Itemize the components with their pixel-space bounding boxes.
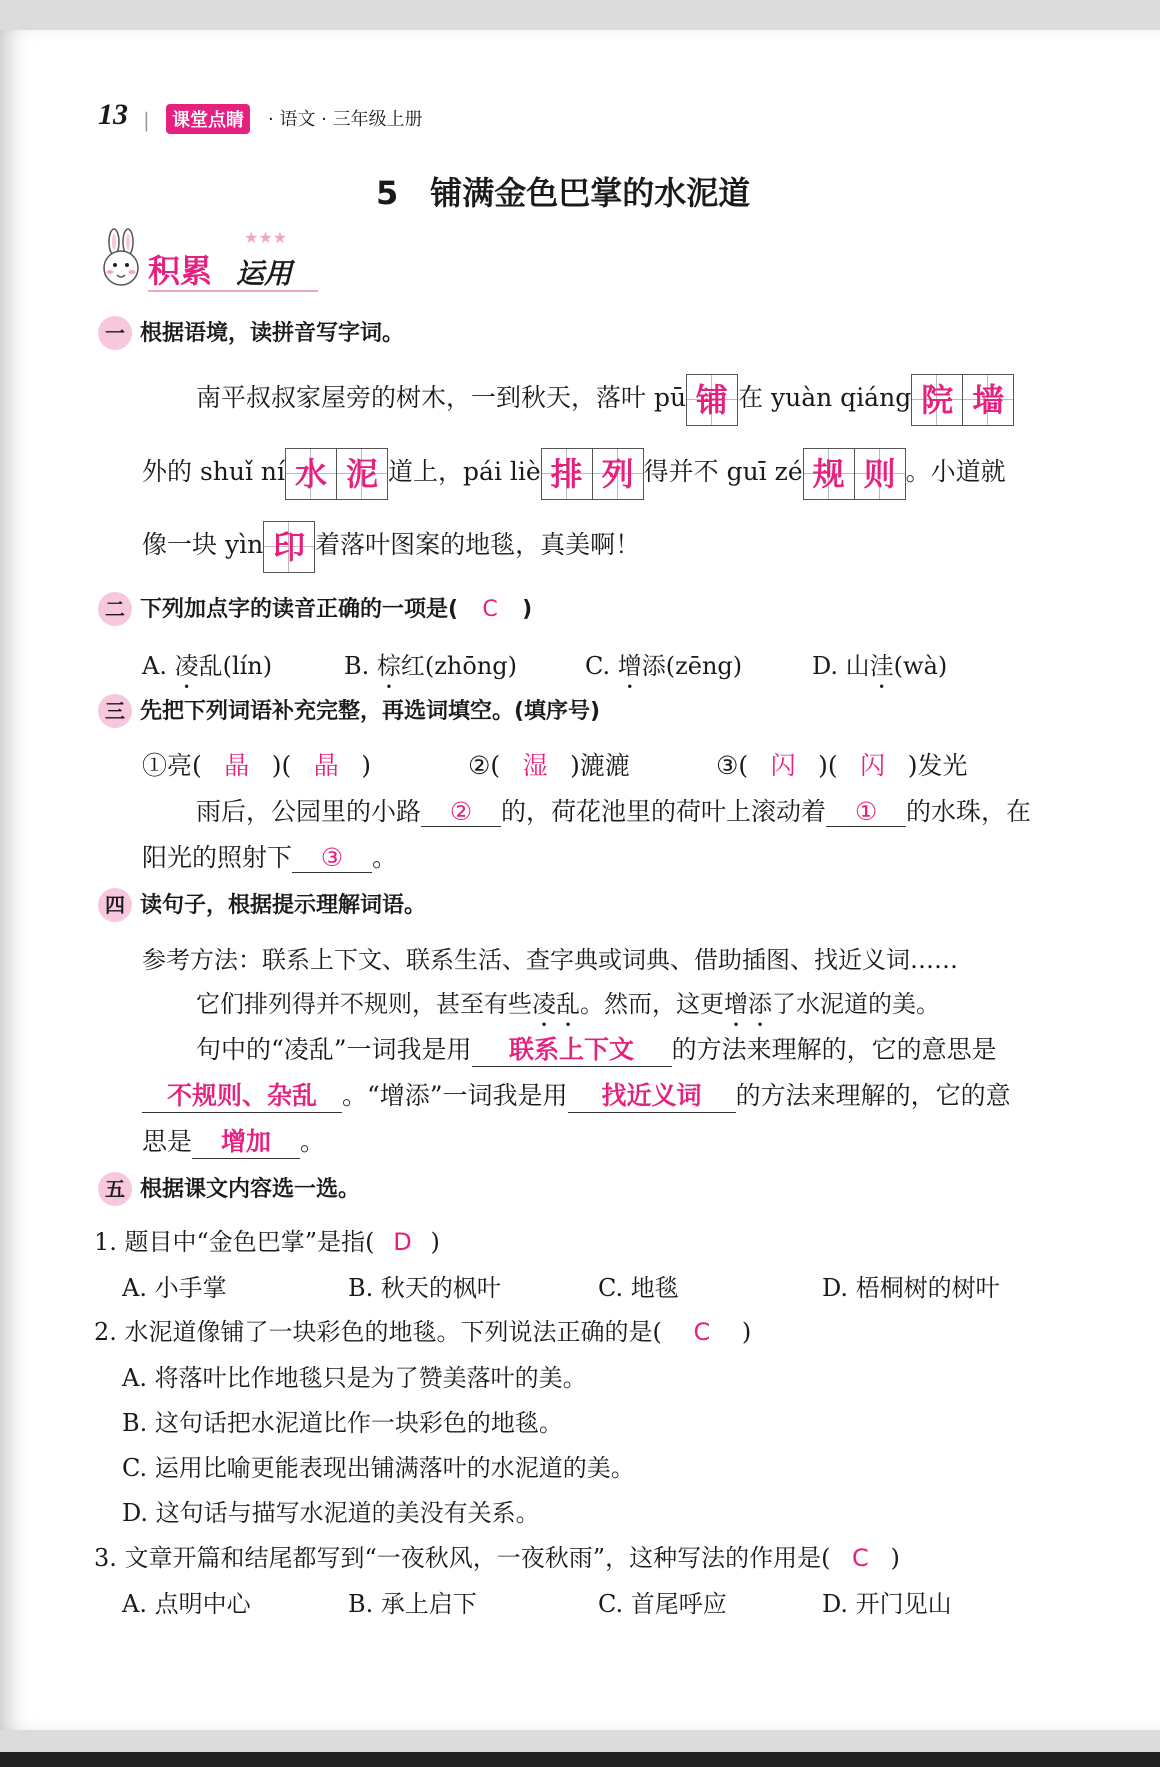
page-title: 5 铺满金色巴掌的水泥道 — [376, 174, 751, 212]
s2-option-d: D. 山洼(wà) — [812, 652, 948, 680]
s1-text-1a: 南平叔叔家屋旁的树木，一到秋天，落叶 pū — [196, 383, 687, 412]
banner-stars: ★★★ — [244, 228, 288, 247]
s1-text-2c: 得并不 guī zé — [643, 457, 803, 486]
answer-char: 墙 — [962, 375, 1013, 425]
banner-part2: 运用 — [236, 257, 293, 290]
answer-box-guize — [803, 448, 906, 500]
s4-answer-4: 增加 — [192, 1122, 300, 1159]
s3-answer: 闪 — [770, 751, 796, 780]
section-5-label: 根据课文内容选一选。 — [140, 1177, 361, 1202]
section-1-label: 根据语境，读拼音写字词。 — [140, 321, 405, 346]
answer-char: 泥 — [336, 449, 387, 499]
s4-answer-3: 找近义词 — [568, 1076, 736, 1113]
s5-question-1: 1. 题目中“金色巴掌”是指( D ) — [94, 1228, 440, 1256]
s5-q1-option: B. 秋天的枫叶 — [348, 1274, 501, 1302]
s5-q3-option: A. 点明中心 — [122, 1590, 251, 1618]
answer-char: 排 — [542, 449, 592, 499]
s5-q1-option: D. 梧桐树的树叶 — [822, 1274, 1000, 1302]
banner-underline — [148, 290, 318, 292]
s1-text-3b: 着落叶图案的地毯，真美啊！ — [315, 530, 641, 559]
s3-sentence-1: 雨后，公园里的小路 ② 的，荷花池里的荷叶上滚动着 ① 的水珠，在 — [196, 797, 1032, 826]
s3-sentence-2: 阳光的照射下 ③ 。 — [142, 843, 398, 872]
s5-q1-option: A. 小手掌 — [122, 1274, 227, 1302]
s3-answer: 晶 — [313, 751, 339, 780]
header-separator: | — [143, 108, 150, 132]
s3-fill-2: ① — [826, 797, 906, 827]
s3-words-2: ②( 湿 )漉漉 — [468, 746, 630, 782]
s5-q1-option: C. 地毯 — [598, 1274, 679, 1302]
s4-line-1: 句中的“凌乱”一词我是用 联系上下文 的方法来理解的，它的意思是 — [196, 1030, 997, 1067]
section-3-label: 先把下列词语补充完整，再选词填空。(填序号) — [140, 699, 601, 724]
s5-question-2: 2. 水泥道像铺了一块彩色的地毯。下列说法正确的是( C ) — [94, 1318, 752, 1346]
answer-char: 水 — [286, 449, 336, 499]
answer-box-pailie — [541, 448, 644, 500]
s2-option-b: B. 棕红(zhōng) — [344, 652, 518, 680]
rabbit-icon — [92, 228, 152, 294]
s5-q3-option: B. 承上启下 — [348, 1590, 477, 1618]
section-3-header — [98, 694, 600, 728]
s1-line1 — [196, 370, 1014, 426]
s5-q2-option: A. 将落叶比作地毯只是为了赞美落叶的美。 — [122, 1364, 587, 1392]
s5-q2-answer: C — [693, 1318, 711, 1346]
answer-char: 规 — [804, 449, 854, 499]
s5-q3-answer: C — [852, 1544, 869, 1572]
s4-line-2: 不规则、杂乱 。“增添”一词我是用 找近义词 的方法来理解的，它的意 — [142, 1076, 1011, 1113]
s5-q2-option: D. 这句话与描写水泥道的美没有关系。 — [122, 1499, 540, 1527]
banner-part1: 积累 — [148, 252, 213, 290]
s4-line-3: 思是 增加 。 — [142, 1122, 325, 1159]
bottom-bar — [0, 1752, 1160, 1767]
s4-answer-2: 不规则、杂乱 — [142, 1076, 342, 1113]
s3-answer: 湿 — [522, 751, 548, 780]
s4-answer-1: 联系上下文 — [472, 1030, 672, 1067]
header-badge: 课堂点睛 — [166, 104, 250, 134]
s2-option-a: A. 凌乱(lín) — [142, 652, 273, 680]
answer-box-pu — [686, 374, 738, 426]
s2-option-c: C. 增添(zēng) — [585, 652, 743, 680]
section-2-close: ) — [522, 597, 533, 622]
answer-box-yuanqiang — [911, 374, 1014, 426]
s5-q3-option: C. 首尾呼应 — [598, 1590, 727, 1618]
s5-q3-option: D. 开门见山 — [822, 1590, 952, 1618]
s5-q2-option: C. 运用比喻更能表现出铺满落叶的水泥道的美。 — [122, 1454, 635, 1482]
s4-method: 参考方法：联系上下文、联系生活、查字典或词典、借助插图、找近义词…… — [142, 946, 958, 974]
s3-answer: 晶 — [224, 751, 250, 780]
s1-text-1b: 在 yuàn qiáng — [738, 383, 912, 412]
s4-quote: 它们排列得并不规则，甚至有些凌乱。然而，这更增添了水泥道的美。 — [196, 990, 940, 1018]
answer-char: 院 — [912, 375, 962, 425]
banner — [92, 228, 322, 298]
section-4-header — [98, 888, 426, 922]
section-5-number: 五 — [98, 1172, 132, 1206]
section-1-number: 一 — [98, 316, 132, 350]
answer-box-yin — [263, 521, 315, 573]
s1-text-2d: 。小道就 — [905, 457, 1006, 486]
section-5-header — [98, 1172, 360, 1206]
s3-fill-1: ② — [421, 797, 501, 827]
s3-answer: 闪 — [860, 751, 886, 780]
answer-char: 印 — [264, 522, 314, 572]
section-4-label: 读句子，根据提示理解词语。 — [140, 893, 427, 918]
s5-question-3: 3. 文章开篇和结尾都写到“一夜秋风，一夜秋雨”，这种写法的作用是( C ) — [94, 1544, 900, 1572]
header-subtitle: · 语文 · 三年级上册 — [268, 109, 423, 130]
section-1-header — [98, 316, 404, 350]
s1-line3 — [142, 517, 640, 573]
section-2-number: 二 — [98, 592, 132, 626]
page-number: 13 — [98, 98, 128, 131]
s3-fill-3: ③ — [292, 843, 372, 873]
section-2-label: 下列加点字的读音正确的一项是( — [140, 597, 459, 622]
s5-q1-answer: D — [393, 1228, 412, 1256]
s1-line2 — [142, 444, 1006, 500]
s1-text-2b: 道上，pái liè — [388, 457, 541, 486]
section-4-number: 四 — [98, 888, 132, 922]
s5-q2-option: B. 这句话把水泥道比作一块彩色的地毯。 — [122, 1409, 563, 1437]
answer-char: 则 — [854, 449, 905, 499]
section-2-answer: C — [482, 597, 498, 622]
answer-box-shuini — [285, 448, 388, 500]
answer-char: 列 — [592, 449, 643, 499]
s1-text-2a: 外的 shuǐ ní — [142, 457, 286, 486]
section-3-number: 三 — [98, 694, 132, 728]
s3-words: ①亮( 晶 )( 晶 ) — [142, 746, 371, 782]
answer-char: 铺 — [687, 375, 737, 425]
s3-words-3: ③( 闪 )( 闪 )发光 — [716, 746, 967, 782]
s1-text-3a: 像一块 yìn — [142, 530, 264, 559]
section-2-header — [98, 592, 532, 626]
